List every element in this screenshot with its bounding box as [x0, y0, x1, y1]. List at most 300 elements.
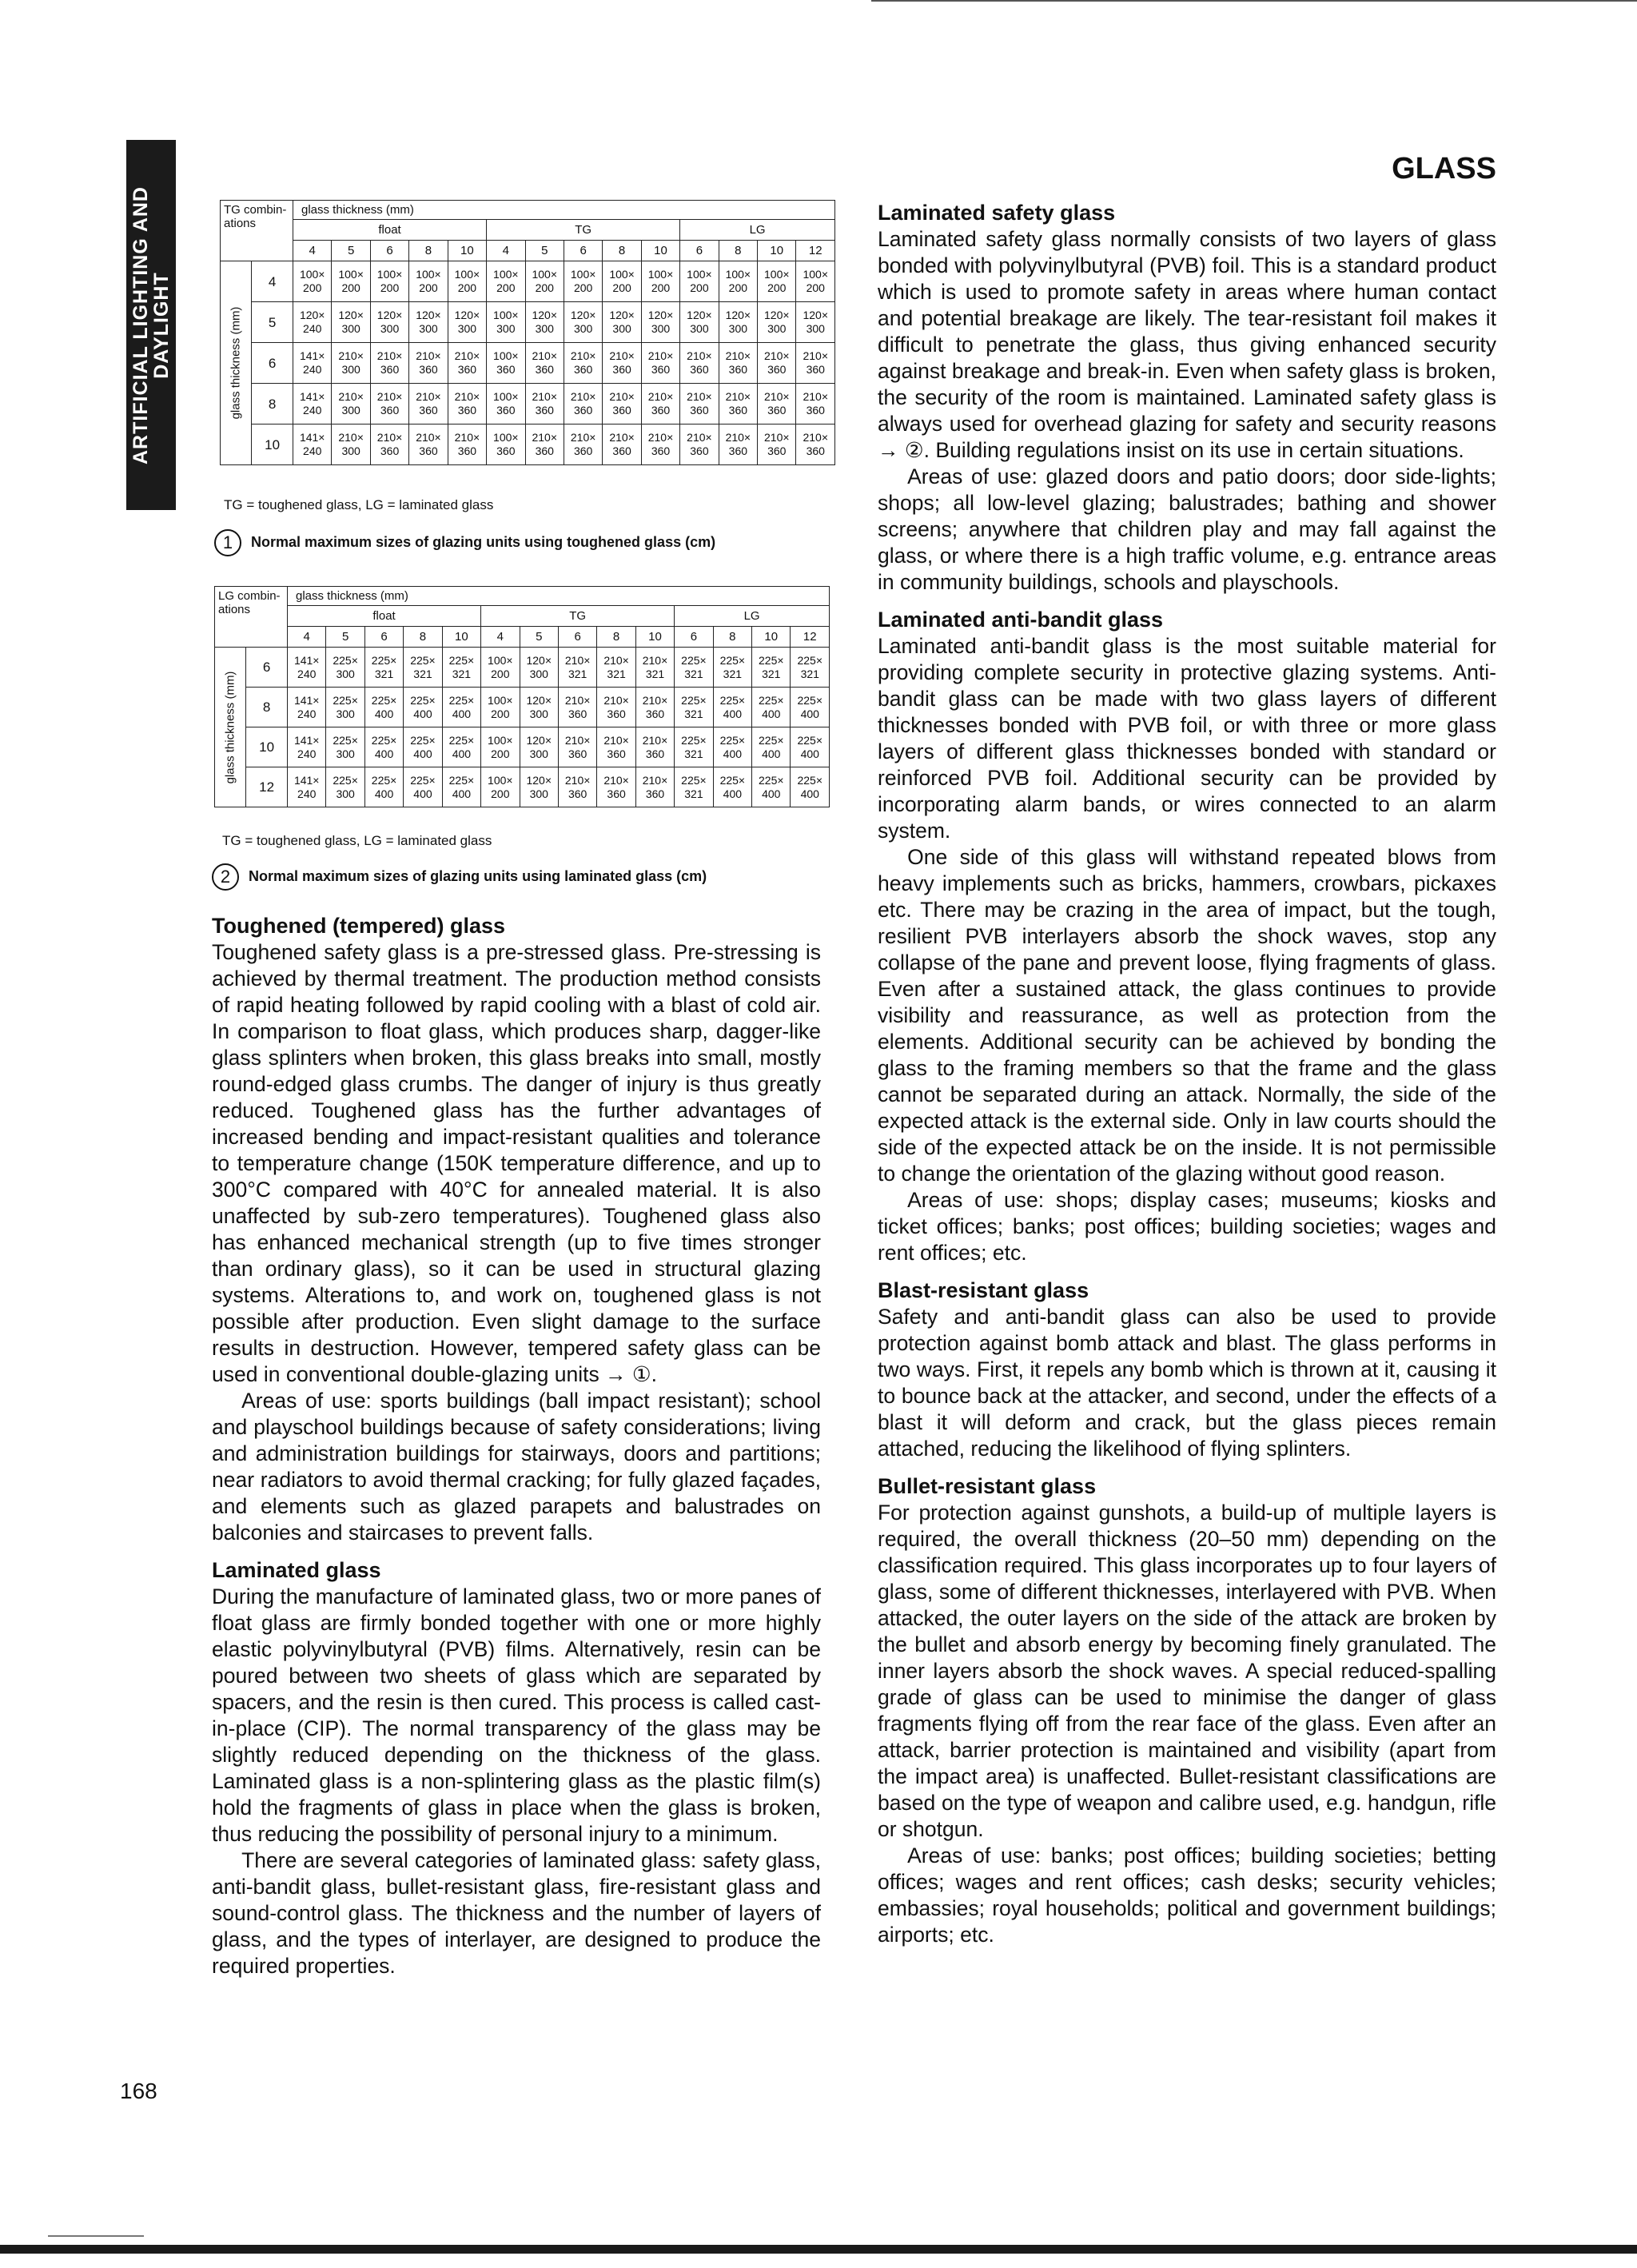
size-width: 120×: [416, 309, 441, 321]
size-height: 360: [419, 404, 438, 417]
column-header: 8: [713, 627, 751, 648]
bottom-short-rule: [48, 2235, 144, 2237]
size-cell: [564, 425, 602, 465]
size-height: 300: [806, 322, 825, 335]
size-height: 300: [341, 404, 360, 417]
size-cell: [525, 343, 564, 384]
heading-bullet: Bullet-resistant glass: [878, 1474, 1097, 1498]
size-cell: [409, 343, 448, 384]
size-width: 120×: [647, 309, 674, 321]
size-cell: [680, 384, 719, 425]
size-height: 200: [341, 281, 360, 294]
size-width: 210×: [642, 773, 668, 787]
size-width: 210×: [803, 390, 829, 403]
left-column: [212, 913, 821, 1979]
column-header: 4: [481, 627, 520, 648]
corner-label: TG combin- ations: [221, 201, 293, 261]
size-height: 400: [800, 787, 819, 800]
size-cell: [796, 343, 835, 384]
size-width: 210×: [642, 653, 668, 667]
size-width: 210×: [603, 653, 629, 667]
size-width: 210×: [454, 390, 480, 403]
row-thickness: 10: [246, 727, 288, 767]
size-height: 360: [612, 363, 631, 376]
size-height: 360: [612, 404, 631, 417]
size-width: 210×: [647, 390, 674, 403]
size-height: 360: [767, 363, 787, 376]
size-cell: [719, 425, 757, 465]
size-height: 360: [535, 363, 554, 376]
size-height: 400: [374, 747, 394, 760]
size-cell: [332, 261, 370, 302]
size-height: 240: [297, 787, 317, 800]
size-cell: [370, 425, 408, 465]
size-width: 210×: [642, 693, 668, 707]
size-width: 120×: [454, 309, 480, 321]
size-cell: [597, 767, 635, 807]
size-width: 141×: [299, 390, 325, 403]
size-cell: [641, 425, 679, 465]
row-thickness: 12: [246, 767, 288, 807]
size-cell: [603, 343, 641, 384]
size-cell: [719, 384, 757, 425]
size-height: 300: [573, 322, 593, 335]
size-width: 210×: [564, 693, 591, 707]
size-height: 360: [806, 363, 825, 376]
size-width: 100×: [493, 268, 519, 281]
size-cell: [404, 688, 442, 727]
table-laminated-body: [215, 587, 830, 807]
size-height: 360: [651, 404, 671, 417]
heading-blast: Blast-resistant glass: [878, 1278, 1089, 1302]
size-cell: [752, 688, 791, 727]
column-header: 8: [404, 627, 442, 648]
size-height: 360: [573, 363, 593, 376]
size-width: 225×: [681, 693, 707, 707]
size-height: 300: [612, 322, 631, 335]
size-height: 360: [806, 444, 825, 457]
size-cell: [597, 688, 635, 727]
row-thickness: 8: [246, 688, 288, 727]
toughened-para-1: Toughened safety glass is a pre-stressed glass. Pre-stressing is achieved by thermal treatment. The production method consists of rapid heating followed by rapid cooling with a blast of cold air. In comparison to float glass, which produces sharp, dagger-like glass splinters when broken, this glass breaks into small, mostly round-edged glass crumbs. The danger of injury is thus greatly reduced. Toughened glass has the further advantages of increased bending and impact-resistant qualities and tolerance to temperature change (150K temperature difference, and up to 300°C compared with 40°C for annealed material. It is also unaffected by sub-zero temperatures). Toughened glass also has enhanced mechanical strength (up to five times stronger than ordinary glass), so it can be used in structural glazing systems. Alterations to, and work on, toughened glass is not possible after production. Even slight damage to the surface results in destruction. However, tempered safety glass can be used in conventional double-glazing units → ①.: [212, 940, 821, 1386]
size-cell: [758, 425, 796, 465]
size-cell: [791, 688, 830, 727]
size-height: 360: [728, 363, 748, 376]
column-header: 10: [641, 241, 679, 261]
size-width: 210×: [532, 431, 558, 444]
size-width: 210×: [416, 349, 441, 362]
side-tab-label: ARTIFICIAL LIGHTING AND DAYLIGHT: [129, 185, 173, 464]
size-cell: [448, 302, 486, 343]
group-float-header: float: [288, 606, 481, 627]
size-width: 120×: [570, 309, 596, 321]
size-width: 141×: [299, 431, 325, 444]
size-width: 225×: [797, 773, 823, 787]
size-width: 120×: [526, 693, 552, 707]
size-width: 225×: [797, 733, 823, 747]
size-height: 360: [568, 747, 587, 760]
size-cell: [370, 384, 408, 425]
size-cell: [791, 767, 830, 807]
size-height: 240: [303, 322, 322, 335]
size-cell: [680, 343, 719, 384]
size-cell: [603, 302, 641, 343]
size-cell: [525, 425, 564, 465]
size-cell: [675, 648, 713, 688]
size-cell: [326, 688, 364, 727]
size-width: 225×: [333, 773, 358, 787]
size-cell: [481, 727, 520, 767]
size-cell: [332, 343, 370, 384]
size-height: 360: [612, 444, 631, 457]
column-header: 5: [332, 241, 370, 261]
size-cell: [564, 343, 602, 384]
size-cell: [641, 302, 679, 343]
size-cell: [481, 648, 520, 688]
size-width: 100×: [488, 733, 513, 747]
column-header: 6: [675, 627, 713, 648]
size-cell: [791, 727, 830, 767]
size-height: 400: [762, 787, 781, 800]
size-height: 400: [452, 747, 472, 760]
size-width: 210×: [532, 349, 558, 362]
size-cell: [442, 767, 480, 807]
size-height: 360: [535, 404, 554, 417]
size-cell: [564, 384, 602, 425]
size-width: 225×: [371, 693, 397, 707]
size-cell: [370, 343, 408, 384]
size-height: 400: [413, 747, 432, 760]
size-cell: [448, 343, 486, 384]
size-width: 141×: [293, 693, 320, 707]
size-width: 210×: [687, 349, 712, 362]
size-cell: [525, 384, 564, 425]
column-header: 6: [558, 627, 596, 648]
size-height: 360: [380, 444, 400, 457]
size-width: 100×: [493, 431, 519, 444]
column-header: 4: [288, 627, 326, 648]
size-cell: [796, 261, 835, 302]
size-cell: [293, 261, 332, 302]
size-width: 141×: [293, 773, 320, 787]
size-width: 210×: [725, 349, 751, 362]
size-height: 400: [800, 747, 819, 760]
size-cell: [404, 727, 442, 767]
size-height: 200: [612, 281, 631, 294]
size-width: 210×: [454, 431, 480, 444]
laminated-safety-para-1: Laminated safety glass normally consists of two layers of glass bonded with polyvinylbutyral (PVB) foil. This is a standard product which is used to promote safety in areas where human contact and potential breakage are likely. The tear-resistant foil makes it difficult to penetrate the glass, thus giving enhanced security against breakage and break-in. Even when safety glass is broken, the security of the room is maintained. Laminated safety glass is always used for overhead glazing for safety and security reasons → ②. Building regulations insist on its use in certain situations.: [878, 227, 1496, 462]
row-thickness: 10: [252, 425, 293, 465]
size-height: 400: [800, 707, 819, 720]
size-cell: [370, 302, 408, 343]
size-width: 225×: [448, 653, 475, 667]
row-axis-text: glass thickness (mm): [229, 306, 243, 420]
size-cell: [448, 384, 486, 425]
size-width: 210×: [687, 431, 712, 444]
size-cell: [752, 727, 791, 767]
size-height: 400: [452, 787, 472, 800]
size-width: 225×: [797, 653, 823, 667]
size-width: 225×: [410, 693, 436, 707]
row-thickness: 4: [252, 261, 293, 302]
size-cell: [326, 648, 364, 688]
size-width: 225×: [681, 773, 707, 787]
size-height: 300: [336, 747, 355, 760]
size-height: 360: [607, 787, 626, 800]
size-height: 400: [374, 707, 394, 720]
size-width: 210×: [642, 733, 668, 747]
size-height: 300: [651, 322, 671, 335]
size-height: 300: [419, 322, 438, 335]
size-cell: [332, 384, 370, 425]
table-toughened-body: [221, 201, 835, 465]
size-height: 321: [607, 667, 626, 680]
bottom-bar: [0, 2245, 1637, 2254]
column-header: 6: [564, 241, 602, 261]
size-cell: [525, 261, 564, 302]
size-width: 210×: [564, 733, 591, 747]
size-cell: [675, 688, 713, 727]
size-height: 360: [568, 787, 587, 800]
caption-text-1: Normal maximum sizes of glazing units using toughened glass (cm): [251, 533, 716, 550]
size-width: 210×: [570, 431, 596, 444]
column-header: 12: [791, 627, 830, 648]
size-width: 210×: [564, 773, 591, 787]
group-lg-header: LG: [675, 606, 830, 627]
size-width: 100×: [609, 268, 635, 281]
size-cell: [675, 767, 713, 807]
size-cell: [641, 384, 679, 425]
size-height: 321: [645, 667, 665, 680]
size-width: 225×: [448, 773, 475, 787]
size-cell: [364, 648, 403, 688]
size-cell: [364, 688, 403, 727]
size-width: 100×: [493, 349, 519, 362]
size-width: 210×: [376, 431, 403, 444]
size-width: 120×: [725, 309, 751, 321]
size-height: 400: [723, 787, 743, 800]
size-width: 225×: [410, 733, 436, 747]
size-width: 210×: [454, 349, 480, 362]
size-height: 360: [651, 444, 671, 457]
size-width: 225×: [719, 773, 746, 787]
size-width: 225×: [371, 773, 397, 787]
size-height: 321: [452, 667, 472, 680]
size-width: 225×: [410, 773, 436, 787]
size-height: 200: [303, 281, 322, 294]
size-height: 360: [568, 707, 587, 720]
blast-para-1: Safety and anti-bandit glass can also be used to provide protection against bomb attack and blast. The glass performs in two ways. First, it repels any bomb which is thrown at it, causing it to bounce back at the attacker, and second, under the effects of a blast it will deform and crack, but the glass pieces remain attached, reducing the likelihood of flying splinters.: [878, 1305, 1496, 1461]
size-height: 200: [767, 281, 787, 294]
size-cell: [680, 302, 719, 343]
size-width: 225×: [371, 733, 397, 747]
size-height: 360: [496, 404, 516, 417]
size-cell: [409, 261, 448, 302]
size-width: 225×: [797, 693, 823, 707]
size-height: 400: [413, 707, 432, 720]
size-cell: [487, 425, 525, 465]
size-cell: [404, 767, 442, 807]
size-width: 141×: [293, 733, 320, 747]
size-cell: [487, 384, 525, 425]
size-cell: [520, 688, 558, 727]
size-cell: [370, 261, 408, 302]
size-width: 100×: [299, 268, 325, 281]
size-height: 300: [336, 667, 355, 680]
size-cell: [293, 425, 332, 465]
column-header: 6: [364, 627, 403, 648]
size-width: 210×: [803, 349, 829, 362]
row-axis-label: [215, 648, 246, 807]
row-axis-text: glass thickness (mm): [223, 671, 237, 783]
column-header: 8: [597, 627, 635, 648]
size-height: 300: [529, 787, 548, 800]
size-cell: [796, 384, 835, 425]
size-cell: [713, 688, 751, 727]
size-cell: [326, 727, 364, 767]
size-height: 200: [573, 281, 593, 294]
size-height: 360: [728, 404, 748, 417]
size-width: 210×: [570, 349, 596, 362]
size-width: 141×: [293, 653, 320, 667]
size-width: 225×: [410, 653, 436, 667]
size-width: 210×: [603, 773, 629, 787]
glass-thickness-header: glass thickness (mm): [293, 201, 835, 220]
size-height: 400: [762, 707, 781, 720]
size-height: 321: [568, 667, 587, 680]
size-cell: [288, 727, 326, 767]
size-cell: [635, 727, 674, 767]
size-cell: [603, 261, 641, 302]
size-cell: [487, 261, 525, 302]
size-cell: [364, 727, 403, 767]
size-width: 210×: [609, 349, 635, 362]
size-cell: [442, 727, 480, 767]
size-cell: [332, 425, 370, 465]
size-width: 225×: [333, 693, 358, 707]
size-height: 240: [297, 667, 317, 680]
section-title: GLASS: [1392, 152, 1496, 185]
size-width: 225×: [719, 693, 746, 707]
size-width: 225×: [759, 733, 784, 747]
page-number: 168: [120, 2079, 157, 2103]
size-cell: [487, 343, 525, 384]
size-cell: [558, 688, 596, 727]
size-width: 225×: [681, 653, 707, 667]
size-cell: [442, 688, 480, 727]
size-width: 120×: [526, 653, 552, 667]
size-width: 210×: [609, 390, 635, 403]
row-thickness: 6: [252, 343, 293, 384]
size-height: 321: [413, 667, 432, 680]
size-height: 240: [303, 444, 322, 457]
size-height: 300: [341, 322, 360, 335]
size-height: 321: [800, 667, 819, 680]
size-cell: [481, 688, 520, 727]
size-cell: [326, 767, 364, 807]
size-width: 225×: [759, 693, 784, 707]
size-cell: [487, 302, 525, 343]
size-width: 225×: [333, 653, 358, 667]
size-width: 225×: [333, 733, 358, 747]
size-cell: [635, 648, 674, 688]
size-cell: [675, 727, 713, 767]
size-cell: [641, 343, 679, 384]
right-column: [878, 200, 1496, 1948]
size-cell: [288, 648, 326, 688]
size-width: 100×: [416, 268, 441, 281]
size-height: 300: [529, 707, 548, 720]
size-width: 210×: [725, 431, 751, 444]
table-toughened-footnote: TG = toughened glass, LG = laminated glass: [224, 497, 494, 512]
size-height: 200: [380, 281, 400, 294]
size-height: 360: [690, 444, 709, 457]
size-cell: [713, 767, 751, 807]
size-cell: [791, 648, 830, 688]
size-height: 300: [767, 322, 787, 335]
size-width: 210×: [338, 390, 364, 403]
size-width: 120×: [803, 309, 829, 321]
size-width: 210×: [603, 733, 629, 747]
size-cell: [558, 727, 596, 767]
column-header: 10: [448, 241, 486, 261]
size-width: 210×: [376, 349, 403, 362]
size-height: 321: [684, 747, 703, 760]
size-height: 321: [762, 667, 781, 680]
size-height: 300: [535, 322, 554, 335]
size-height: 321: [374, 667, 394, 680]
size-height: 360: [380, 363, 400, 376]
column-header: 5: [525, 241, 564, 261]
size-height: 300: [341, 363, 360, 376]
size-width: 210×: [416, 431, 441, 444]
size-height: 360: [535, 444, 554, 457]
size-height: 240: [303, 404, 322, 417]
size-width: 100×: [454, 268, 480, 281]
size-cell: [558, 648, 596, 688]
column-header: 10: [758, 241, 796, 261]
size-width: 210×: [687, 390, 712, 403]
size-height: 300: [529, 667, 548, 680]
size-cell: [713, 727, 751, 767]
size-height: 360: [645, 747, 665, 760]
heading-toughened: Toughened (tempered) glass: [212, 914, 506, 938]
size-width: 210×: [376, 390, 403, 403]
size-cell: [448, 261, 486, 302]
column-header: 10: [752, 627, 791, 648]
size-width: 210×: [609, 431, 635, 444]
size-width: 210×: [570, 390, 596, 403]
size-width: 120×: [526, 773, 552, 787]
size-width: 210×: [647, 431, 674, 444]
size-cell: [752, 648, 791, 688]
size-width: 100×: [647, 268, 674, 281]
size-height: 360: [645, 787, 665, 800]
size-height: 321: [684, 787, 703, 800]
size-width: 141×: [299, 349, 325, 362]
size-height: 360: [380, 404, 400, 417]
size-width: 210×: [532, 390, 558, 403]
size-width: 100×: [493, 309, 519, 321]
size-width: 225×: [759, 653, 784, 667]
size-cell: [442, 648, 480, 688]
size-cell: [758, 261, 796, 302]
size-width: 120×: [338, 309, 364, 321]
size-width: 120×: [764, 309, 790, 321]
size-cell: [293, 343, 332, 384]
size-cell: [758, 302, 796, 343]
size-height: 360: [645, 707, 665, 720]
